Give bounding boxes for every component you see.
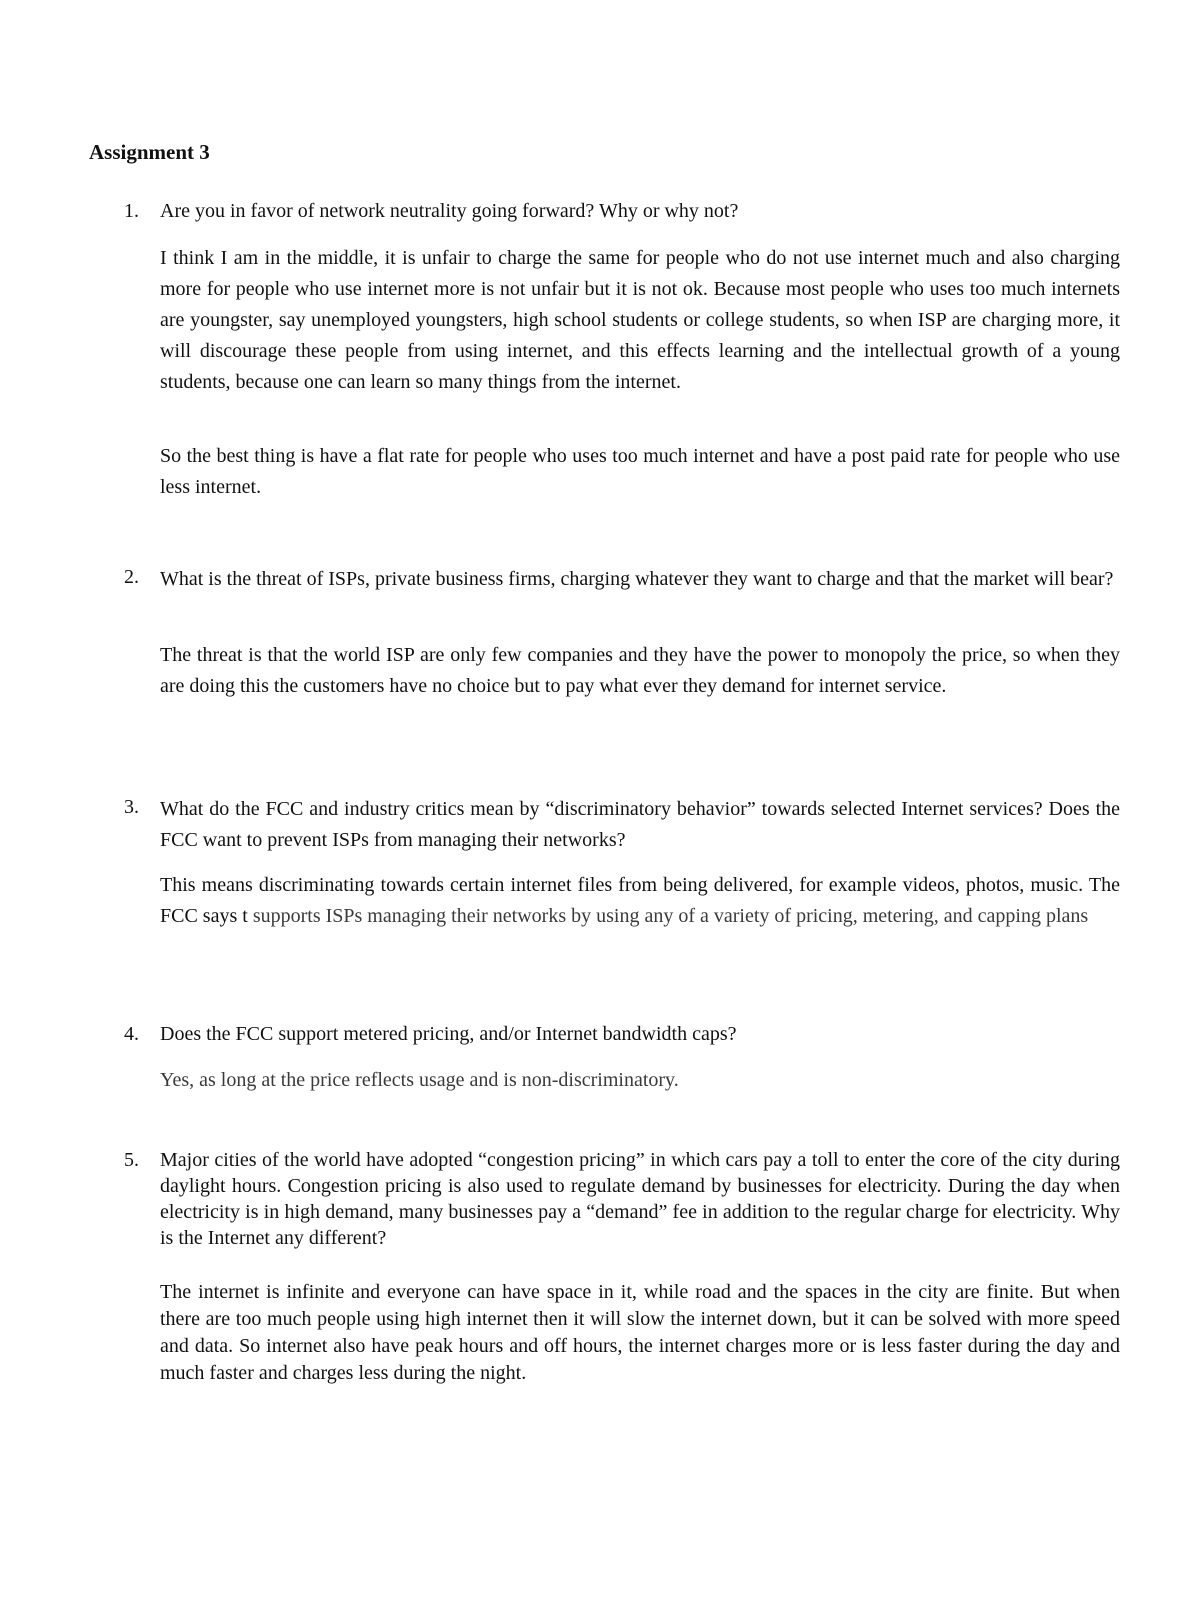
- item-number: 1.: [124, 200, 139, 222]
- answer-text: The internet is infinite and everyone can have space in it, while road and the spaces in the city are finite. But when there are too much people using high internet then it will slow the internet down, but it can be solved with more speed and data. So internet also have peak hours and off hours, the internet charges more or is less faster during the day and much faster and charges less during the night.: [160, 1281, 1120, 1384]
- question-text: Major cities of the world have adopted “congestion pricing” in which cars pay a toll to enter the core of the city during daylight hours. Congestion pricing is also used to regulate demand by businesses for electricity. During the day when electricity is in high demand, many businesses pay a “demand” fee in addition to the regular charge for electricity. Why is the Internet any different?: [160, 1149, 1120, 1249]
- question-text: What do the FCC and industry critics mean by “discriminatory behavior” towards selected Internet services? Does the FCC want to prevent ISPs from managing their networks?: [160, 798, 1120, 851]
- document-title: Assignment 3: [89, 140, 210, 164]
- item-number: 2.: [124, 566, 139, 588]
- question-text: Are you in favor of network neutrality going forward? Why or why not?: [160, 200, 739, 222]
- question-text: Does the FCC support metered pricing, and/or Internet bandwidth caps?: [160, 1023, 737, 1045]
- answer-text: [160, 870, 1120, 932]
- answer-text: Yes, as long at the price reflects usage and is non-discriminatory.: [160, 1069, 679, 1091]
- answer-text: I think I am in the middle, it is unfair to charge the same for people who do not use internet much and also charging more for people who use internet more is not unfair but it is not ok. Because most people who uses too much internets are youngster, say unemployed youngsters, high school students or college students, so when ISP are charging more, it will discourage these people from using internet, and this effects learning and the intellectual growth of a young students, because one can learn so many things from the internet.: [160, 247, 1120, 393]
- question-text: What is the threat of ISPs, private business firms, charging whatever they want to charge and that the market will bear?: [160, 568, 1114, 590]
- item-number: 5.: [124, 1149, 139, 1171]
- item-number: 3.: [124, 796, 139, 818]
- answer-text-part: supports ISPs managing their networks by using any of a variety of pricing, metering, and capping plans: [247, 905, 1089, 927]
- answer-text: The threat is that the world ISP are only few companies and they have the power to monopoly the price, so when they are doing this the customers have no choice but to pay what ever they demand for internet service.: [160, 644, 1120, 697]
- answer-text-part: This means discriminating towards certain internet files from being delivered, for example videos, photos, music. The FCC says t: [160, 874, 1120, 927]
- item-number: 4.: [124, 1023, 139, 1045]
- answer-text: So the best thing is have a flat rate for people who uses too much internet and have a post paid rate for people who use less internet.: [160, 445, 1120, 498]
